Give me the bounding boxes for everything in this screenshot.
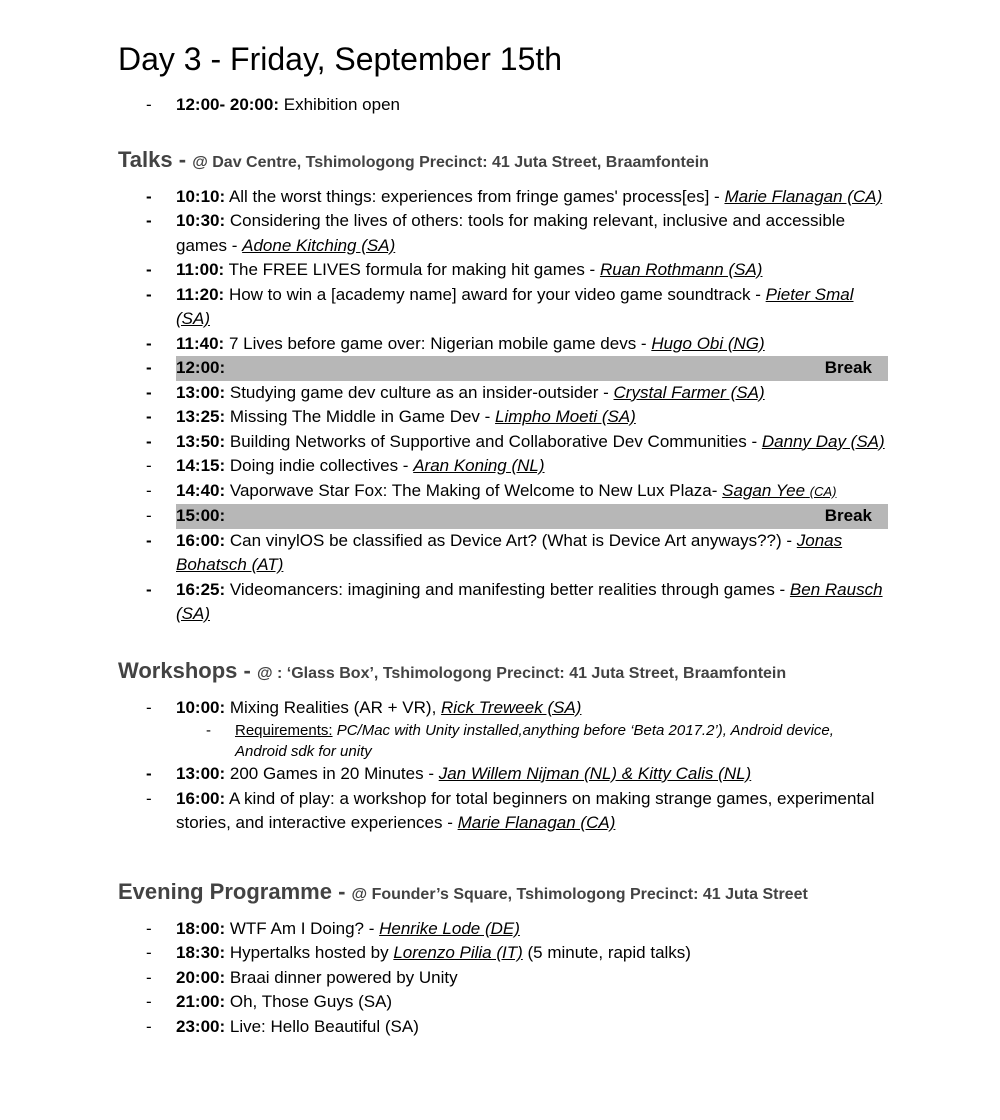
speaker-link[interactable]: Danny Day (SA) [761, 431, 885, 451]
item-text: The FREE LIVES formula for making hit games - [228, 260, 600, 279]
item-time: 10:00: [176, 697, 226, 717]
dash: - [146, 211, 152, 230]
item-text: Doing indie collectives - [229, 456, 414, 475]
item-time: 16:00: [176, 788, 226, 808]
item-time: 18:30: [176, 943, 226, 962]
list-item [118, 696, 888, 721]
item-time: 13:25: [176, 407, 226, 426]
list-item [118, 93, 888, 118]
list-item [118, 258, 888, 283]
speaker-link[interactable]: Marie Flanagan (CA) [724, 186, 883, 206]
day-list [118, 93, 888, 118]
list-item [118, 787, 888, 836]
dash: - [146, 358, 152, 377]
dash: - [206, 722, 211, 739]
dash: - [146, 918, 152, 938]
item-text: All the worst things: experiences from fringe games' process[es] - [228, 186, 725, 206]
section-title: Talks - [118, 146, 193, 172]
dash: - [146, 992, 152, 1011]
break-row [118, 356, 888, 381]
item-text: Missing The Middle in Game Dev - [229, 407, 496, 426]
dash: - [146, 480, 152, 500]
item-time: 23:00: [176, 1016, 226, 1036]
speaker-link[interactable]: Rick Treweek (SA) [441, 697, 582, 717]
item-text-after: (5 minute, rapid talks) [522, 943, 691, 962]
list-item [118, 405, 888, 430]
item-time: 10:30: [176, 211, 226, 230]
list-item [118, 941, 888, 966]
dash: - [146, 186, 152, 206]
dash: - [146, 407, 152, 426]
dash: - [146, 95, 152, 114]
requirements-item [118, 720, 888, 762]
list-item [118, 529, 888, 578]
list-item [118, 283, 888, 332]
item-text: Building Networks of Supportive and Collaborative Dev Communities - [229, 431, 762, 451]
break-bar [176, 504, 888, 529]
item-text: A kind of play: a workshop for total beginners on making strange games, experimental stories, and interactive experiences - [176, 788, 875, 832]
list-item [118, 454, 888, 479]
workshops-list [118, 696, 888, 836]
item-time: 14:40: [176, 480, 226, 500]
break-row [118, 504, 888, 529]
section-location: @ : ‘Glass Box’, Tshimologong Precinct: 41 Juta Street, Braamfontein [256, 664, 787, 682]
list-item [118, 332, 888, 357]
speaker-country: (CA) [809, 483, 837, 499]
section-title: Workshops - [118, 657, 257, 683]
speaker-name: Sagan Yee [722, 480, 806, 500]
list-item [118, 381, 888, 406]
item-time: 13:00: [176, 764, 226, 783]
dash: - [146, 579, 152, 599]
section-heading-evening [118, 878, 888, 909]
speaker-link[interactable]: Adone Kitching (SA) [242, 235, 396, 255]
item-text: 7 Lives before game over: Nigerian mobile game devs - [228, 333, 652, 353]
item-text: WTF Am I Doing? - [229, 918, 380, 938]
break-label: Break [824, 506, 872, 525]
list-item [118, 762, 888, 787]
item-time: 12:00: [176, 358, 226, 377]
item-text: Exhibition open [283, 95, 401, 114]
section-title: Evening Programme - [118, 878, 352, 904]
break-bar [176, 356, 888, 381]
list-item [118, 430, 888, 455]
speaker-link[interactable]: Marie Flanagan (CA) [457, 813, 616, 832]
list-item [118, 917, 888, 942]
item-text: 200 Games in 20 Minutes - [229, 764, 439, 783]
item-time: 14:15: [176, 456, 226, 475]
item-time: 21:00: [176, 992, 226, 1011]
page-title: Day 3 - Friday, September 15th [118, 41, 563, 77]
item-text: Vaporwave Star Fox: The Making of Welcome to New Lux Plaza- [229, 480, 723, 500]
item-time: 20:00: [176, 967, 226, 987]
item-time: 10:10: [176, 186, 226, 206]
item-time: 15:00: [176, 506, 226, 525]
section-heading-talks [118, 146, 888, 177]
dash: - [146, 764, 152, 783]
item-text: Mixing Realities (AR + VR), [229, 697, 442, 717]
list-item [118, 209, 888, 258]
speaker-link[interactable]: Lorenzo Pilia (IT) [393, 943, 523, 962]
dash: - [146, 788, 152, 808]
dash: - [146, 506, 152, 525]
speaker-link[interactable]: Ruan Rothmann (SA) [599, 260, 763, 279]
dash: - [146, 943, 152, 962]
speaker-link[interactable]: Jonas Bohatsch (AT) [176, 530, 843, 574]
item-time: 18:00: [176, 918, 226, 938]
dash: - [146, 1016, 152, 1036]
item-text: How to win a [academy name] award for your video game soundtrack - [228, 284, 766, 304]
list-item [118, 578, 888, 627]
item-time: 11:40: [176, 333, 225, 353]
item-time: 12:00- 20:00: [176, 95, 280, 114]
list-item [118, 1015, 888, 1040]
speaker-link[interactable]: Jan Willem Nijman (NL) & Kitty Calis (NL) [438, 764, 752, 783]
speaker-link[interactable]: Aran Koning (NL) [413, 456, 545, 475]
item-time: 11:00: [176, 260, 225, 279]
item-text: Braai dinner powered by Unity [229, 967, 458, 987]
item-text: Oh, Those Guys (SA) [229, 992, 393, 1011]
item-text: Can vinylOS be classified as Device Art? (What is Device Art anyways??) - [229, 530, 797, 550]
dash: - [146, 284, 152, 304]
speaker-link[interactable]: Pieter Smal (SA) [176, 284, 854, 328]
item-time: 13:50: [176, 431, 226, 451]
speaker-link[interactable]: Henrike Lode (DE) [379, 918, 520, 938]
list-item [118, 479, 888, 505]
section-heading-workshops [118, 657, 888, 688]
speaker-link[interactable] [722, 481, 836, 500]
section-location: @ Founder’s Square, Tshimologong Precinct: 41 Juta Street [351, 885, 808, 903]
section-location: @ Dav Centre, Tshimologong Precinct: 41 Juta Street, Braamfontein [192, 153, 709, 171]
item-text: Studying game dev culture as an insider-outsider - [229, 382, 614, 402]
talks-list [118, 185, 888, 627]
item-time: 16:25: [176, 579, 226, 599]
requirements-label: Requirements: [235, 722, 333, 739]
speaker-link[interactable]: Crystal Farmer (SA) [613, 382, 765, 402]
item-time: 16:00: [176, 530, 226, 550]
dash: - [146, 382, 152, 402]
item-text: Considering the lives of others: tools for making relevant, inclusive and accessible games - [176, 211, 846, 255]
speaker-link[interactable]: Ben Rausch (SA) [176, 579, 883, 623]
dash: - [146, 260, 152, 279]
break-label: Break [824, 358, 872, 377]
list-item [118, 185, 888, 210]
list-item [118, 966, 888, 991]
dash: - [146, 967, 152, 987]
dash: - [146, 697, 152, 717]
document-page [118, 38, 888, 1039]
item-text: Live: Hello Beautiful (SA) [229, 1016, 419, 1036]
item-text: Videomancers: imagining and manifesting better realities through games - [229, 579, 790, 599]
requirements-text: PC/Mac with Unity installed,anything before ‘Beta 2017.2’), Android device, Android sdk for unity [235, 722, 834, 760]
dash: - [146, 431, 152, 451]
item-text: Hypertalks hosted by [229, 943, 394, 962]
dash: - [146, 456, 152, 475]
dash: - [146, 530, 152, 550]
item-time: 13:00: [176, 382, 226, 402]
dash: - [146, 333, 152, 353]
list-item [118, 990, 888, 1015]
item-time: 11:20: [176, 284, 225, 304]
evening-list [118, 917, 888, 1040]
speaker-link[interactable]: Hugo Obi (NG) [651, 333, 765, 353]
speaker-link[interactable]: Limpho Moeti (SA) [495, 407, 636, 426]
